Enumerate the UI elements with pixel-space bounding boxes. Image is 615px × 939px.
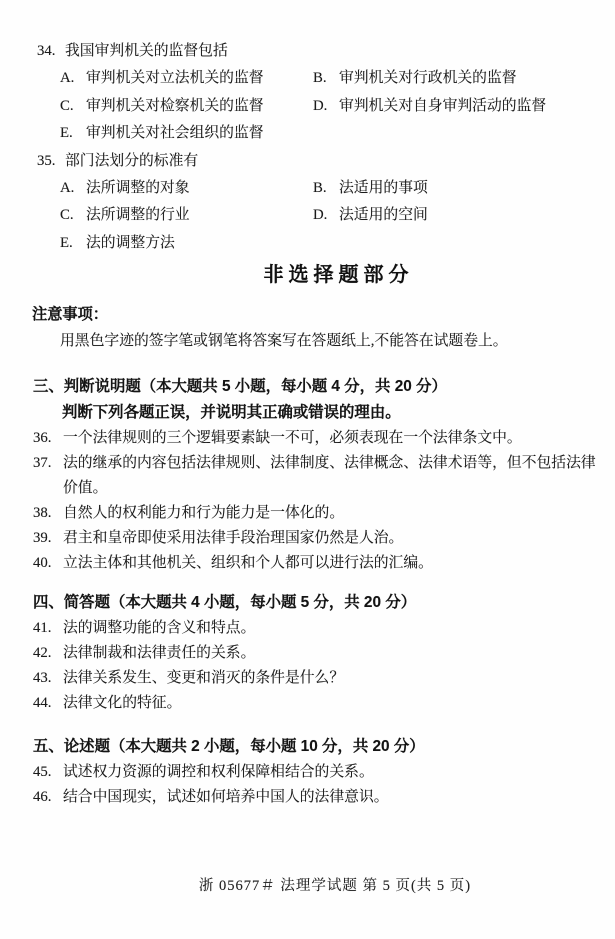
option-letter: A. <box>60 70 75 86</box>
options-list <box>60 65 597 148</box>
question-stem <box>37 148 597 175</box>
question-text: 自然人的权利能力和行为能力是一体化的。 <box>63 505 345 521</box>
section-title: 四、简答题（本大题共 4 小题，每小题 5 分，共 20 分） <box>33 594 417 611</box>
option-letter: C. <box>60 97 74 114</box>
multiple-choice-section <box>0 0 615 257</box>
option-text: 审判机关对立法机关的监督 <box>86 70 264 86</box>
option-34-a <box>60 65 313 93</box>
section-short-answer <box>0 590 615 716</box>
option-letter: D. <box>313 97 328 114</box>
question-text: 一个法律规则的三个逻辑要素缺一不可，必须表现在一个法律条文中。 <box>63 430 522 446</box>
question-43 <box>33 666 597 691</box>
question-text: 君主和皇帝即使采用法律手段治理国家仍然是人治。 <box>63 530 404 546</box>
options-list <box>60 175 597 258</box>
option-35-c <box>60 202 313 230</box>
question-38 <box>33 501 597 526</box>
question-number: 45. <box>33 764 52 780</box>
page-footer: 浙 05677＃ 法理学试题 第 5 页(共 5 页) <box>198 878 472 894</box>
section-judgement <box>0 374 615 576</box>
option-34-e <box>60 120 313 148</box>
notice-block <box>0 301 615 355</box>
question-34 <box>37 38 597 148</box>
option-letter: B. <box>313 179 327 196</box>
option-letter: C. <box>60 207 74 223</box>
question-number: 38. <box>33 505 52 521</box>
question-number: 39. <box>33 530 52 546</box>
question-text: 法律关系发生、变更和消灭的条件是什么？ <box>63 670 345 686</box>
question-number: 46. <box>33 789 52 805</box>
question-text: 结合中国现实，试述如何培养中国人的法律意识。 <box>63 789 389 805</box>
question-text: 立法主体和其他机关、组织和个人都可以进行法的汇编。 <box>63 555 433 571</box>
option-35-b <box>313 175 597 203</box>
question-35 <box>37 148 597 258</box>
question-number: 40. <box>33 555 52 571</box>
option-35-a <box>60 175 313 203</box>
question-41 <box>33 616 597 641</box>
question-45 <box>33 760 597 785</box>
question-number: 36. <box>33 430 52 446</box>
question-number: 34. <box>37 43 56 59</box>
option-34-b <box>313 65 597 93</box>
option-text: 法所调整的对象 <box>86 179 190 196</box>
section-subtitle: 判断下列各题正误，并说明其正确或错误的理由。 <box>62 404 401 421</box>
question-46 <box>33 785 597 810</box>
question-text: 部门法划分的标准有 <box>65 152 199 169</box>
section-essay <box>0 734 615 810</box>
option-34-c <box>60 93 313 121</box>
option-34-d <box>313 93 597 121</box>
option-35-d <box>313 202 597 230</box>
option-letter: D. <box>313 207 328 223</box>
question-text: 试述权力资源的调控和权利保障相结合的关系。 <box>63 764 374 780</box>
question-42 <box>33 641 597 666</box>
question-number: 37. <box>33 455 52 471</box>
option-35-e <box>60 230 313 258</box>
option-text: 审判机关对自身审判活动的监督 <box>339 97 547 114</box>
option-letter: E. <box>60 234 73 251</box>
question-40 <box>33 551 597 576</box>
question-number: 41. <box>33 620 52 636</box>
question-text: 法律文化的特征。 <box>63 695 182 711</box>
option-text: 法适用的事项 <box>339 179 428 196</box>
option-letter: A. <box>60 179 75 196</box>
question-36 <box>33 426 597 451</box>
question-text: 法的调整功能的含义和特点。 <box>63 620 256 636</box>
question-text: 法的继承的内容包括法律规则、法律制度、法律概念、法律术语等，但不包括法律价值。 <box>63 455 596 496</box>
part-heading: 非选择题部分 <box>263 264 414 286</box>
notice-body: 用黑色字迹的签字笔或钢笔将答案写在答题纸上,不能答在试题卷上。 <box>60 333 508 349</box>
question-stem <box>37 38 597 65</box>
question-number: 43. <box>33 670 52 686</box>
option-text: 法所调整的行业 <box>86 207 190 223</box>
question-37 <box>33 451 597 501</box>
question-39 <box>33 526 597 551</box>
option-letter: E. <box>60 125 73 141</box>
option-text: 法适用的空间 <box>339 207 428 223</box>
option-text: 法的调整方法 <box>86 234 175 251</box>
notice-title: 注意事项： <box>32 306 108 323</box>
option-text: 审判机关对社会组织的监督 <box>86 125 264 141</box>
question-number: 35. <box>37 152 56 169</box>
option-text: 审判机关对行政机关的监督 <box>339 70 517 86</box>
section-title: 五、论述题（本大题共 2 小题，每小题 10 分，共 20 分） <box>33 738 425 755</box>
question-number: 42. <box>33 645 52 661</box>
question-44 <box>33 691 597 716</box>
option-text: 审判机关对检察机关的监督 <box>86 97 264 114</box>
question-text: 法律制裁和法律责任的关系。 <box>63 645 256 661</box>
question-number: 44. <box>33 695 52 711</box>
question-text: 我国审判机关的监督包括 <box>65 43 228 59</box>
option-letter: B. <box>313 70 327 86</box>
section-title: 三、判断说明题（本大题共 5 小题，每小题 4 分，共 20 分） <box>33 378 447 395</box>
